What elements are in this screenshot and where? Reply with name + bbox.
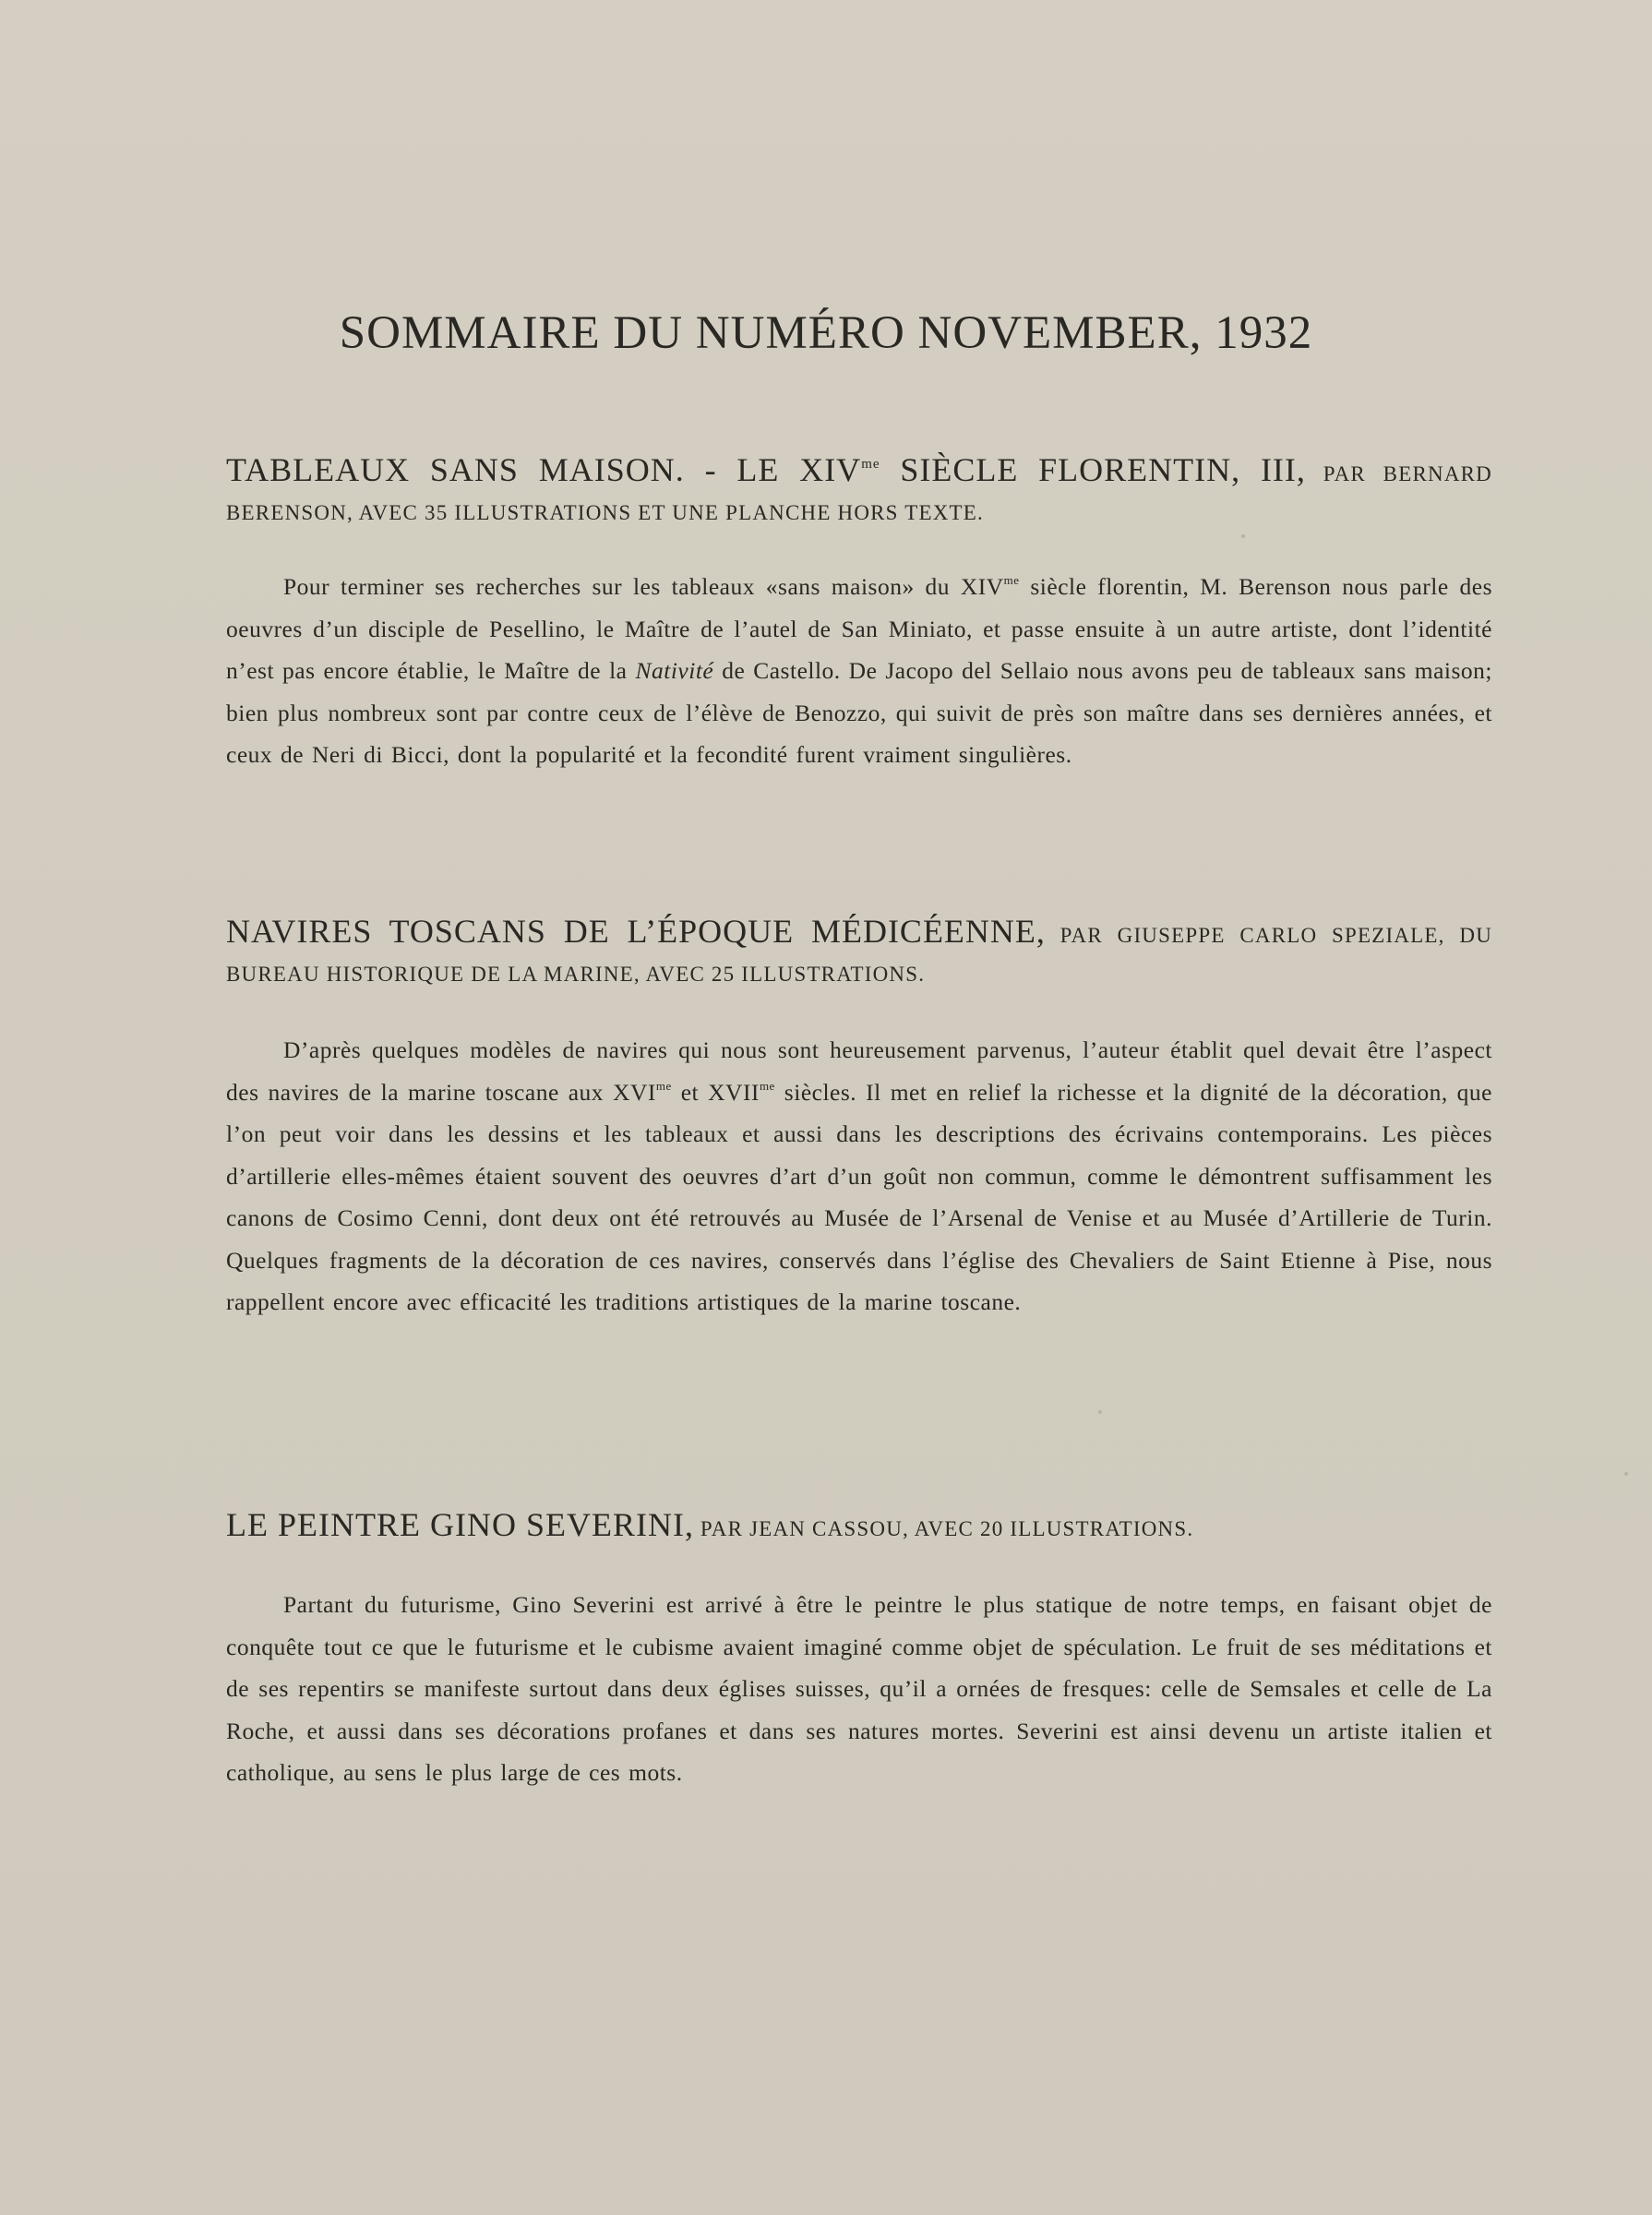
- paper-speck: [1241, 534, 1245, 538]
- article-summary: D’après quelques modèles de navires qui nous sont heureusement parvenus, l’auteur établit quel devait être l’aspect des navires de la marine toscane aux $XVI^{me}$ et $XVII^{me}$ siècles. Il met en relief la richesse et la dignité de la décoration, que l’on peut voir dans les dessins et les tableaux et aussi dans les descriptions des écrivains contemporains. Les pièces d’artillerie elles-mêmes étaient souvent des oeuvres d’art d’un goût non commun, comme le démontrent suffisamment les canons de Cosimo Cenni, dont deux ont été retrouvés au Musée de l’Arsenal de Venise et au Musée d’Artillerie de Turin. Quelques fragments de la décoration de ces navires, conservés dans l’église des Chevaliers de Saint Etienne à Pise, nous rappellent encore avec efficacité les traditions artistiques de la marine toscane.: [226, 1036, 1492, 1315]
- article-navires-toscans: [226, 914, 1492, 1323]
- page-title: SOMMAIRE DU NUMÉRO NOVEMBER, 1932: [339, 307, 1313, 359]
- article-byline: PAR JEAN CASSOU, AVEC 20 ILLUSTRATIONS.: [693, 1517, 1194, 1540]
- article-title: TABLEAUX SANS MAISON. - LE $XIV^{me}$ SIÈCLE FLORENTIN, III,: [226, 451, 1306, 488]
- paper-speck: [1624, 1472, 1628, 1476]
- article-byline: PAR GIUSEPPE CARLO SPEZIALE, DU BUREAU HISTORIQUE DE LA MARINE, AVEC 25 ILLUSTRATIONS.: [226, 924, 1493, 986]
- article-heading: [226, 452, 1492, 531]
- article-heading: [226, 914, 1492, 992]
- article-title: NAVIRES TOSCANS DE L’ÉPOQUE MÉDICÉENNE,: [226, 913, 1046, 950]
- article-heading: [226, 1507, 1492, 1547]
- article-summary: Pour terminer ses recherches sur les tableaux «sans maison» du $XIV^{me}$ siècle florentin, M. Berenson nous parle des oeuvres d’un disciple de Pesellino, le Maître de l’autel de San Miniato, et passe ensuite à un autre artiste, dont l’identité n’est pas encore établie, le Maître de la Nativité de Castello. De Jacopo del Sellaio nous avons peu de tableaux sans maison; bien plus nombreux sont par contre ceux de l’élève de Benozzo, qui suivit de près son maître dans ses dernières années, et ceux de Neri di Bicci, dont la popularité et la fecondité furent vraiment singulières.: [226, 573, 1493, 768]
- article-gino-severini: [226, 1507, 1492, 1794]
- article-byline: PAR BERNARD BERENSON, AVEC 35 ILLUSTRATIONS ET UNE PLANCHE HORS TEXTE.: [226, 462, 1492, 524]
- article-summary: Partant du futurisme, Gino Severini est arrivé à être le peintre le plus statique de notre temps, en faisant objet de conquête tout ce que le futurisme et le cubisme avaient imaginé comme objet de spéculation. Le fruit de ses méditations et de ses repentirs se manifeste surtout dans deux églises suisses, qu’il a ornées de fresques: celle de Semsales et celle de La Roche, et aussi dans ses décorations profanes et dans ses natures mortes. Severini est ainsi devenu un artiste italien et catholique, au sens le plus large de ces mots.: [226, 1591, 1492, 1786]
- article-title: LE PEINTRE GINO SEVERINI,: [226, 1506, 694, 1543]
- article-tableaux-sans-maison: [226, 452, 1492, 776]
- paper-speck: [1098, 1410, 1102, 1414]
